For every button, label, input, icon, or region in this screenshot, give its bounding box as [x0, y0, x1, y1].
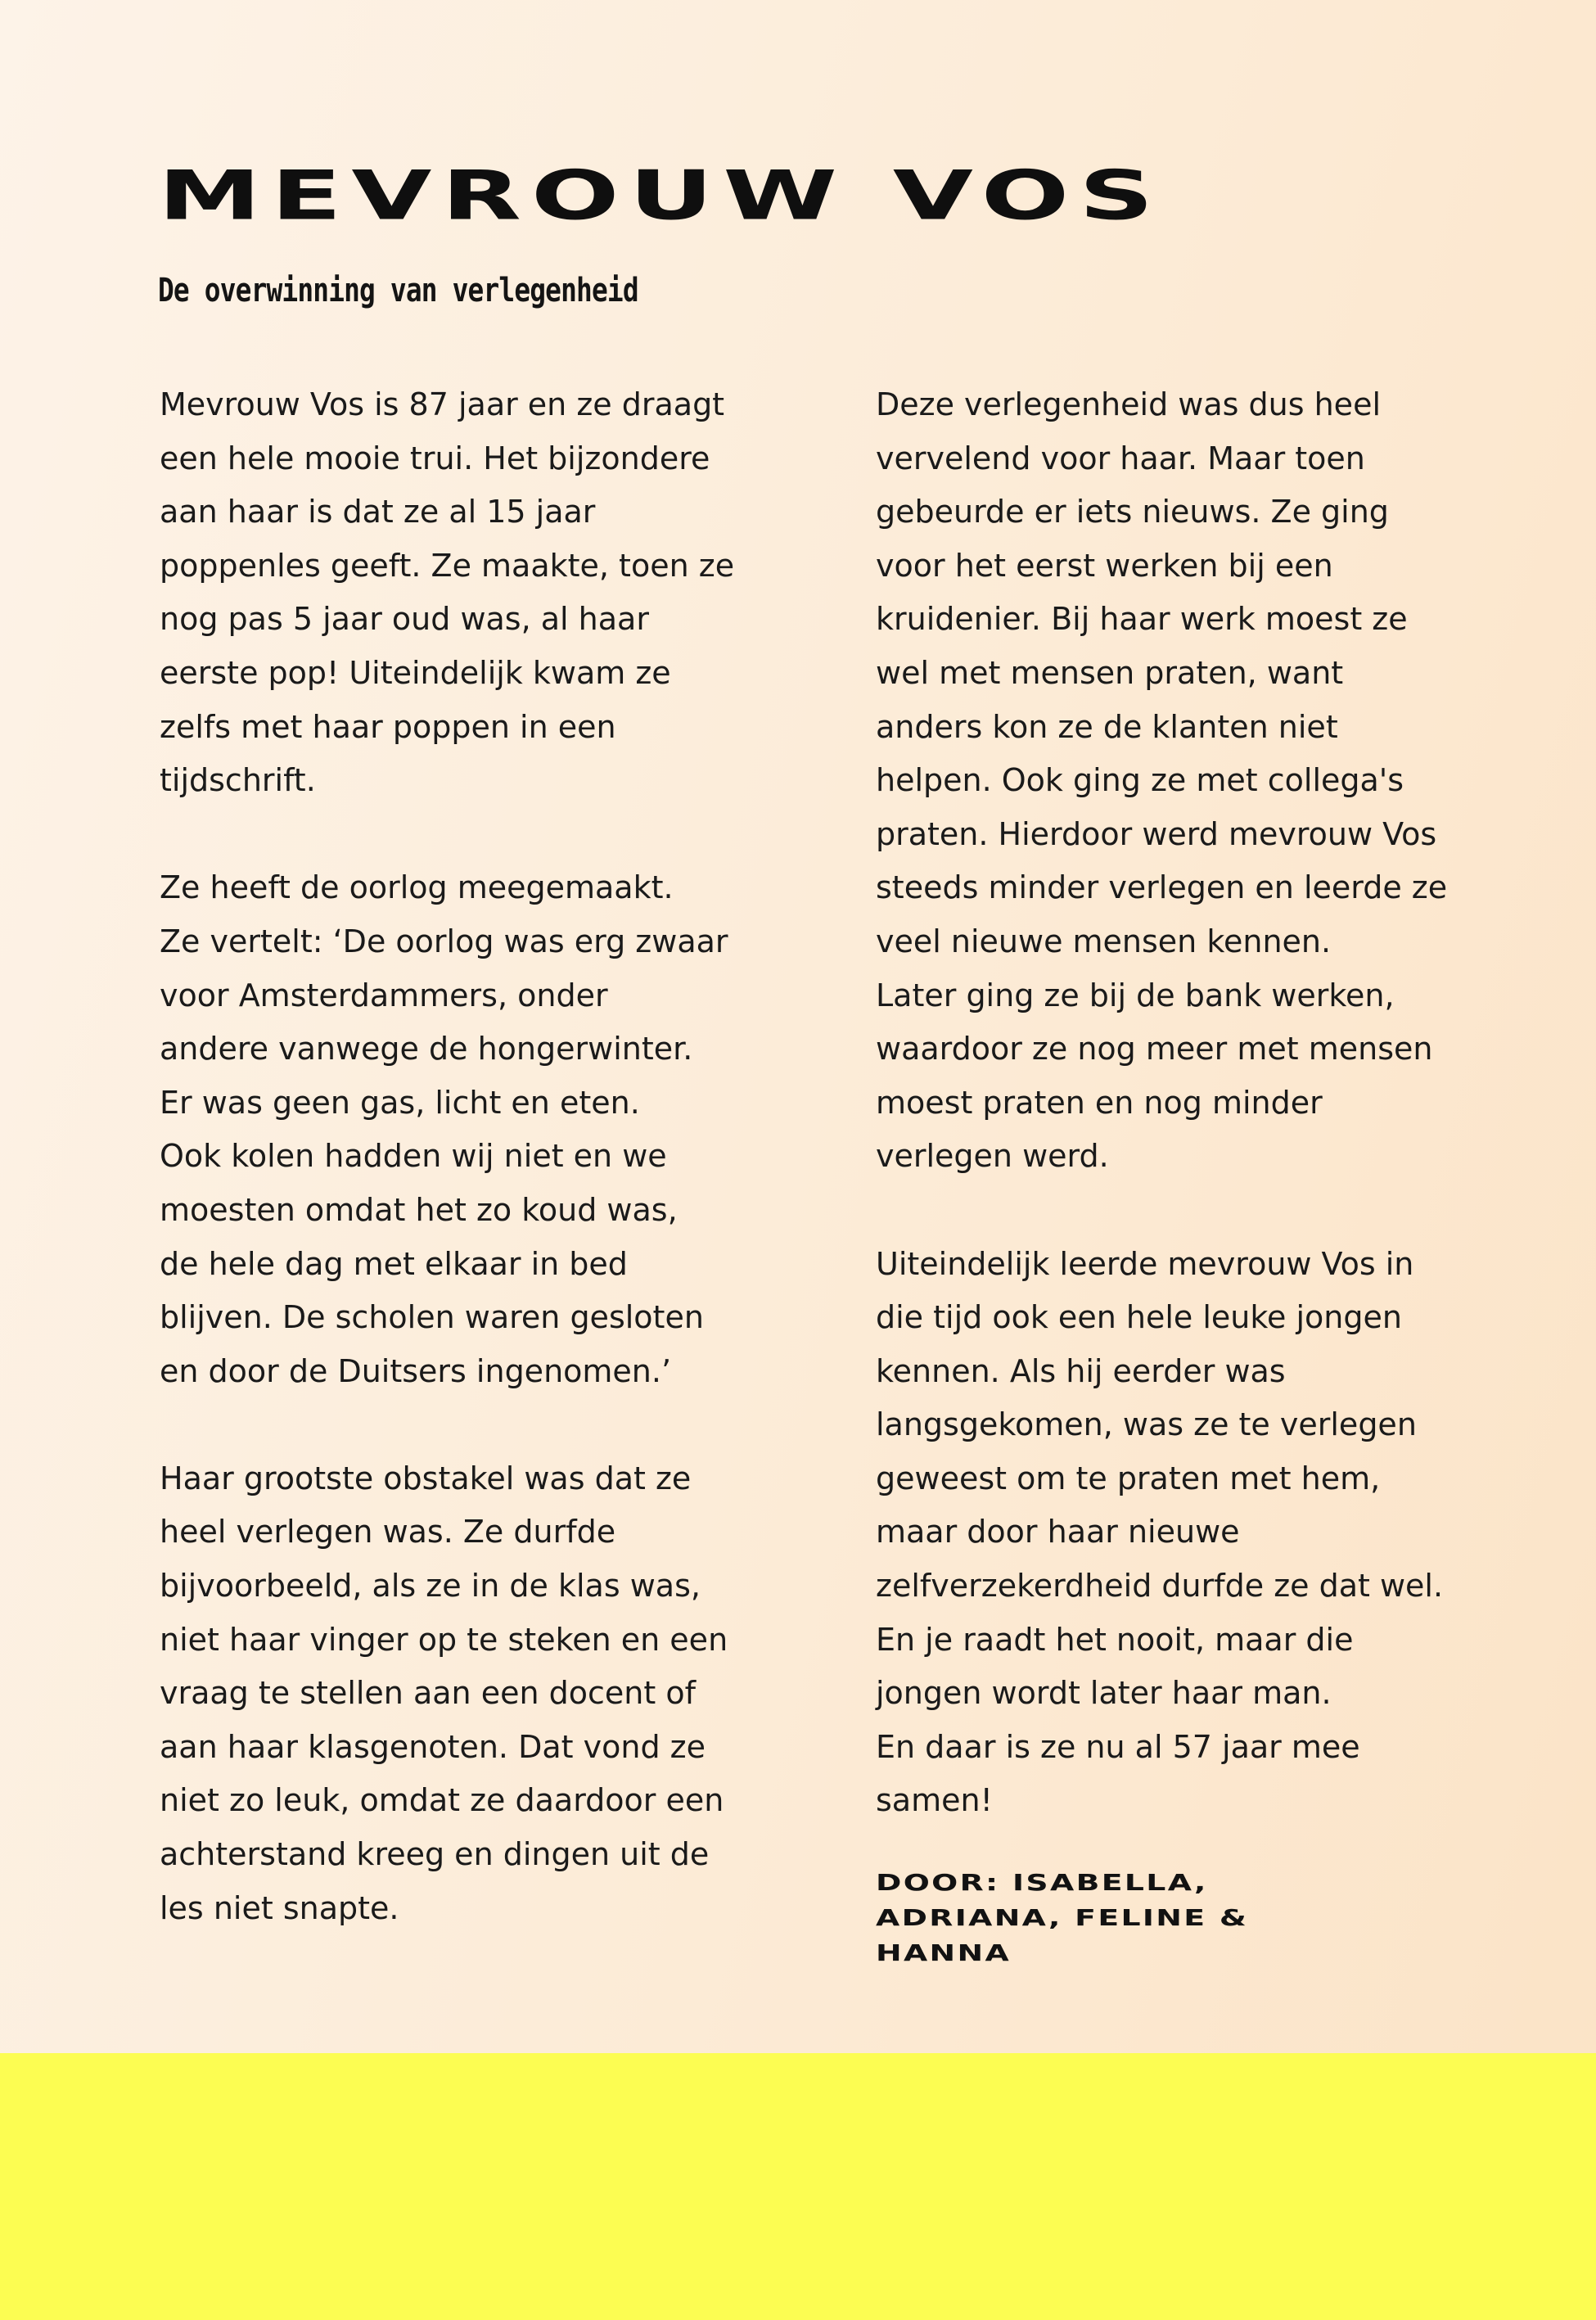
- credit-line: DOOR: ISABELLA,: [876, 1869, 1208, 1896]
- right-line: moest praten en nog minder: [876, 1084, 1323, 1121]
- right-line: maar door haar nieuwe: [876, 1514, 1240, 1550]
- credit-line: HANNA: [876, 1939, 1012, 1966]
- right-line: waardoor ze nog meer met mensen: [876, 1031, 1433, 1067]
- left-line: heel verlegen was. Ze durfde: [160, 1514, 616, 1550]
- right-line: Later ging ze bij de bank werken,: [876, 977, 1395, 1013]
- right-line: Uiteindelijk leerde mevrouw Vos in: [876, 1245, 1414, 1282]
- left-line: Er was geen gas, licht en eten.: [160, 1084, 640, 1121]
- right-line: die tijd ook een hele leuke jongen: [876, 1299, 1402, 1336]
- left-line: aan haar klasgenoten. Dat vond ze: [160, 1728, 706, 1765]
- right-line: En je raadt het nooit, maar die: [876, 1621, 1354, 1658]
- left-line: poppenles geeft. Ze maakte, toen ze: [160, 547, 735, 584]
- right-line: voor het eerst werken bij een: [876, 547, 1333, 584]
- right-column: [876, 378, 1473, 1828]
- left-line: nog pas 5 jaar oud was, al haar: [160, 601, 649, 638]
- right-line: steeds minder verlegen en leerde ze: [876, 869, 1448, 906]
- left-line: zelfs met haar poppen in een: [160, 708, 616, 745]
- right-line: vervelend voor haar. Maar toen: [876, 440, 1365, 476]
- left-line: tijdschrift.: [160, 762, 316, 799]
- left-line: niet zo leuk, omdat ze daardoor een: [160, 1782, 724, 1819]
- left-column: [160, 378, 749, 1935]
- right-line: zelfverzekerdheid durfde ze dat wel.: [876, 1568, 1444, 1605]
- right-line: veel nieuwe mensen kennen.: [876, 923, 1332, 959]
- author-credit: [876, 1865, 1248, 1970]
- right-line: geweest om te praten met hem,: [876, 1460, 1381, 1496]
- left-line: eerste pop! Uiteindelijk kwam ze: [160, 654, 671, 691]
- left-line: niet haar vinger op te steken en een: [160, 1621, 728, 1658]
- right-line: samen!: [876, 1782, 993, 1819]
- article-title: MEVROUW VOS: [158, 156, 1164, 236]
- left-line: Ze vertelt: ‘De oorlog was erg zwaar: [160, 923, 728, 959]
- right-line: helpen. Ook ging ze met collega's: [876, 762, 1404, 799]
- left-line: Haar grootste obstakel was dat ze: [160, 1460, 692, 1496]
- paragraph-gap: [876, 1184, 1473, 1238]
- left-line: Ze heeft de oorlog meegemaakt.: [160, 869, 674, 906]
- left-line: aan haar is dat ze al 15 jaar: [160, 494, 596, 530]
- left-line: de hele dag met elkaar in bed: [160, 1245, 628, 1282]
- left-line: voor Amsterdammers, onder: [160, 977, 608, 1013]
- article-subtitle: De overwinning van verlegenheid: [158, 272, 638, 309]
- left-line: Ook kolen hadden wij niet en we: [160, 1138, 667, 1175]
- right-line: praten. Hierdoor werd mevrouw Vos: [876, 815, 1437, 852]
- right-line: anders kon ze de klanten niet: [876, 708, 1338, 745]
- left-line: vraag te stellen aan een docent of: [160, 1675, 696, 1712]
- left-line: les niet snapte.: [160, 1889, 399, 1926]
- left-line: bijvoorbeeld, als ze in de klas was,: [160, 1568, 701, 1605]
- right-line: Deze verlegenheid was dus heel: [876, 386, 1381, 422]
- right-line: gebeurde er iets nieuws. Ze ging: [876, 494, 1389, 530]
- right-line: kennen. Als hij eerder was: [876, 1352, 1286, 1389]
- left-line: blijven. De scholen waren gesloten: [160, 1299, 704, 1336]
- right-line: kruidenier. Bij haar werk moest ze: [876, 601, 1408, 638]
- paragraph-gap: [160, 808, 749, 862]
- footer-color-band: [0, 2053, 1596, 2320]
- right-line: langsgekomen, was ze te verlegen: [876, 1406, 1417, 1443]
- left-line: andere vanwege de hongerwinter.: [160, 1031, 693, 1067]
- right-line: verlegen werd.: [876, 1138, 1109, 1175]
- right-line: En daar is ze nu al 57 jaar mee: [876, 1728, 1360, 1765]
- right-line: wel met mensen praten, want: [876, 654, 1344, 691]
- left-line: moesten omdat het zo koud was,: [160, 1191, 678, 1228]
- left-line: Mevrouw Vos is 87 jaar en ze draagt: [160, 386, 725, 422]
- left-line: een hele mooie trui. Het bijzondere: [160, 440, 710, 476]
- credit-line: ADRIANA, FELINE &: [876, 1904, 1249, 1931]
- right-line: jongen wordt later haar man.: [876, 1675, 1332, 1712]
- left-line: achterstand kreeg en dingen uit de: [160, 1836, 710, 1873]
- left-line: en door de Duitsers ingenomen.’: [160, 1352, 672, 1389]
- paragraph-gap: [160, 1398, 749, 1452]
